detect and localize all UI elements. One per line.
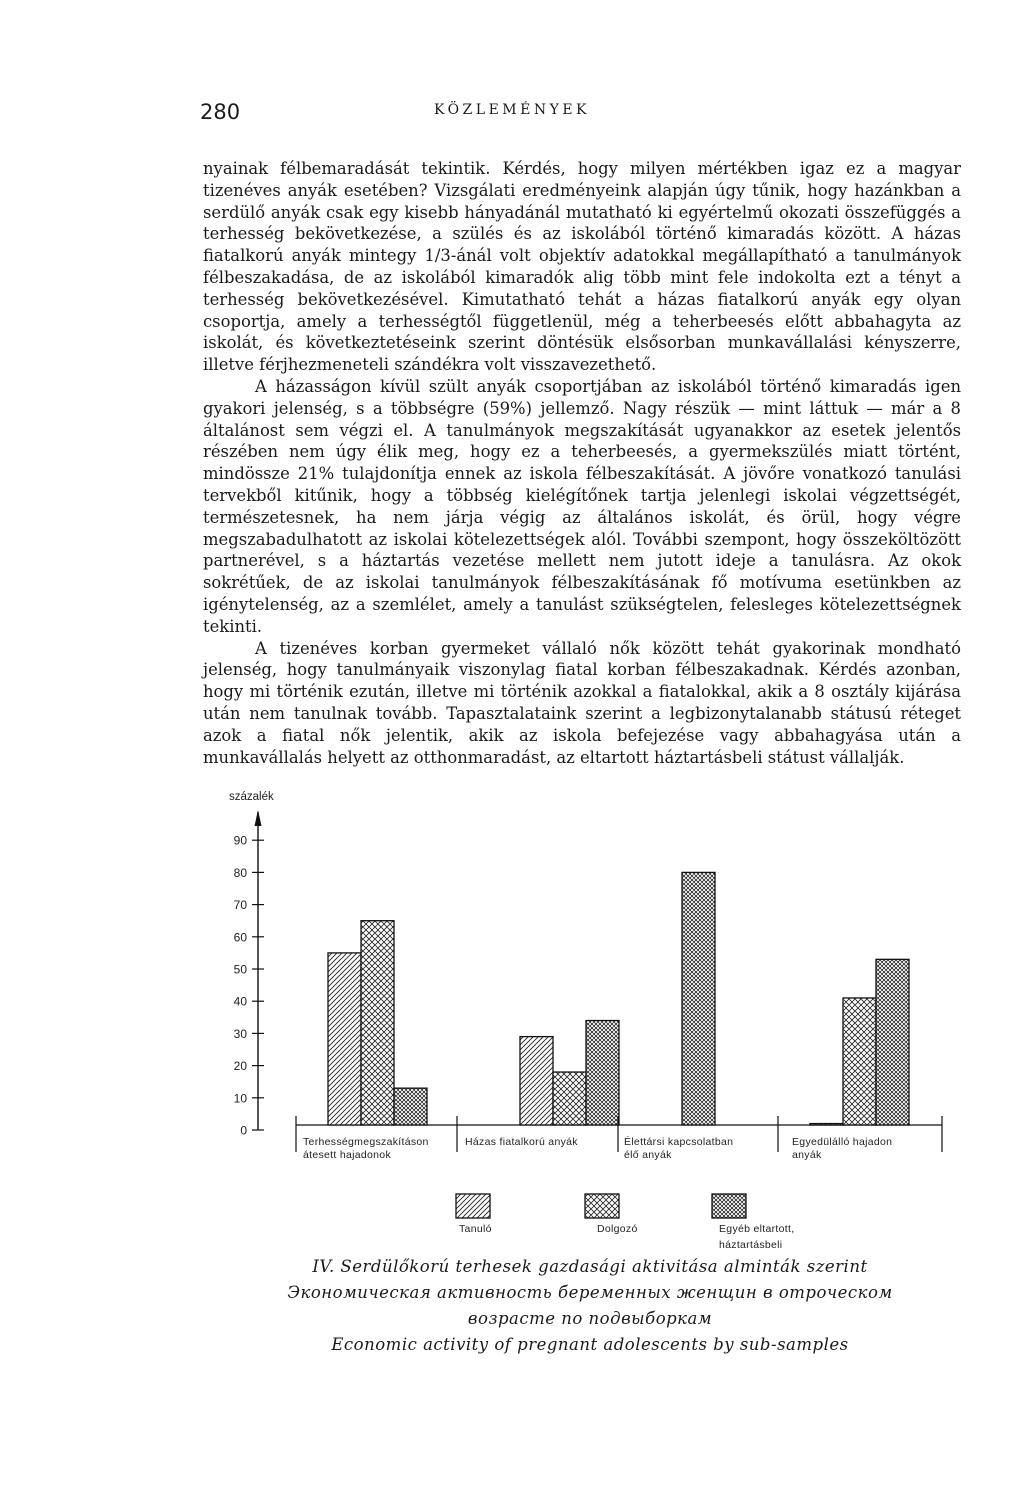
category-label: átesett hajadonok (303, 1149, 391, 1161)
caption-russian-line: Экономическая активность беременных женщин в отроческом (287, 1283, 893, 1302)
y-tick-label: 90 (233, 833, 247, 848)
bar (843, 998, 876, 1125)
bar (876, 959, 909, 1125)
figure-caption (230, 1254, 950, 1358)
legend-swatch (585, 1194, 619, 1218)
legend-label: Dolgozó (597, 1223, 638, 1235)
y-axis-label: százalék (229, 791, 274, 803)
y-tick-label: 50 (233, 962, 247, 977)
legend-swatch (712, 1194, 746, 1218)
bar (361, 921, 394, 1125)
bar (586, 1021, 619, 1125)
category-label: Élettársi kapcsolatban (624, 1136, 734, 1148)
category-label: Házas fiatalkorú anyák (465, 1136, 578, 1148)
y-axis-arrow (255, 810, 262, 826)
bar (328, 953, 361, 1125)
y-tick-label: 10 (233, 1091, 247, 1106)
y-tick-label: 40 (233, 994, 247, 1009)
y-tick-label: 80 (233, 865, 247, 880)
legend-label: Egyéb eltartott, (719, 1223, 795, 1235)
bar (520, 1037, 553, 1125)
legend-swatch (456, 1194, 490, 1218)
caption-english: Economic activity of pregnant adolescents by sub-samples (331, 1335, 849, 1354)
bar (394, 1088, 427, 1125)
caption-hungarian: IV. Serdülőkorú terhesek gazdasági aktivitása alminták szerint (312, 1257, 868, 1276)
category-label: élő anyák (624, 1149, 672, 1161)
bar (682, 872, 715, 1125)
paragraph: A házasságon kívül szült anyák csoportjában az iskolából történő kimaradás igen gyakori jelenség, s a többségre (59%) jellemző. Nagy részük — mint láttuk — már a 8 általánost sem végzi el. A tanulmányok megszakítását ugyanakkor az esetek jelentős részében nem úgy élik meg, hogy ez a teherbeesés, a gyermekszülés miatt történt, mindössze 21% tulajdonítja ennek az iskola félbeszakítását. A jövőre vonatkozó tanulási tervekből kitűnik, hogy a többség kielégítőnek tartja jelenlegi iskolai végzettségét, természetesnek, ha nem járja végig az általános iskolát, és örül, hogy végre megszabadulhatott az iskolai kötelezettségek alól. További szempont, hogy összeköltözött partnerével, s a háztartás vezetése mellett nem jutott ideje a tanulásra. Az okok sokrétűek, de az iskolai tanulmányok félbeszakításának fő motívuma esetünkben az igénytelenség, az a szemlélet, amely a tanulást szükségtelen, felesleges kötelezettségnek tekinti. (203, 376, 961, 636)
caption-russian-line: возрасте по подвыборкам (467, 1309, 713, 1328)
legend-label: háztartásbeli (719, 1239, 783, 1251)
page-number: 280 (200, 100, 241, 124)
y-tick-label: 30 (233, 1026, 247, 1041)
caption-russian (230, 1280, 950, 1332)
y-tick-label: 70 (233, 898, 247, 913)
y-tick-label: 20 (233, 1059, 247, 1074)
category-label: Egyedülálló hajadon (792, 1136, 893, 1148)
category-label: Terhességmegszakításon (303, 1136, 429, 1148)
paragraph: nyainak félbemaradását tekintik. Kérdés, hogy milyen mértékben igaz ez a magyar tizenéves anyák esetében? Vizsgálati eredményeink alapján úgy tűnik, hogy hazánkban a serdülő anyák csak egy kisebb hányadánál mutatható ki egyértelmű okozati összefüggés a terhesség bekövetkezése, a szülés és az iskolából történő kimaradás között. A házas fiatalkorú anyák mintegy 1/3-ánál volt objektív adatokkal megállapítható a tanulmányok félbeszakadása, de az iskolából kimaradók alig több mint fele indokolta ezt a tényt a terhesség bekövetkezésével. Kimutatható tehát a házas fiatalkorú anyák egy olyan csoportja, amely a terhességtől függetlenül, még a teherbeesés előtt abbahagyta az iskolát, és következtetéseink szerint döntésük elsősorban munkavállalási kényszerre, illetve férjhezmeneteli szándékra volt visszavezethető. (203, 159, 961, 375)
y-tick-label: 0 (240, 1123, 247, 1138)
bar (553, 1072, 586, 1125)
paragraph: A tizenéves korban gyermeket vállaló nők között tehát gyakorinak mondható jelenség, hogy tanulmányaik viszonylag fiatal korban félbeszakadnak. Kérdés azonban, hogy mi történik ezután, illetve mi történik azokkal a fiatalokkal, akik a 8 osztály kijárása után nem tanulnak tovább. Tapasztalataink szerint a legbizonytalanabb státusú réteget azok a fiatal nők jelentik, akik az iskola befejezése vagy abbahagyása után a munkavállalás helyett az otthonmaradást, az eltartott háztartásbeli státust vállalják. (203, 638, 961, 767)
y-tick-label: 60 (233, 930, 247, 945)
category-label: anyák (792, 1149, 822, 1161)
legend-label: Tanuló (459, 1223, 492, 1235)
running-head: KÖZLEMÉNYEK (433, 102, 591, 118)
bar (810, 1124, 843, 1125)
